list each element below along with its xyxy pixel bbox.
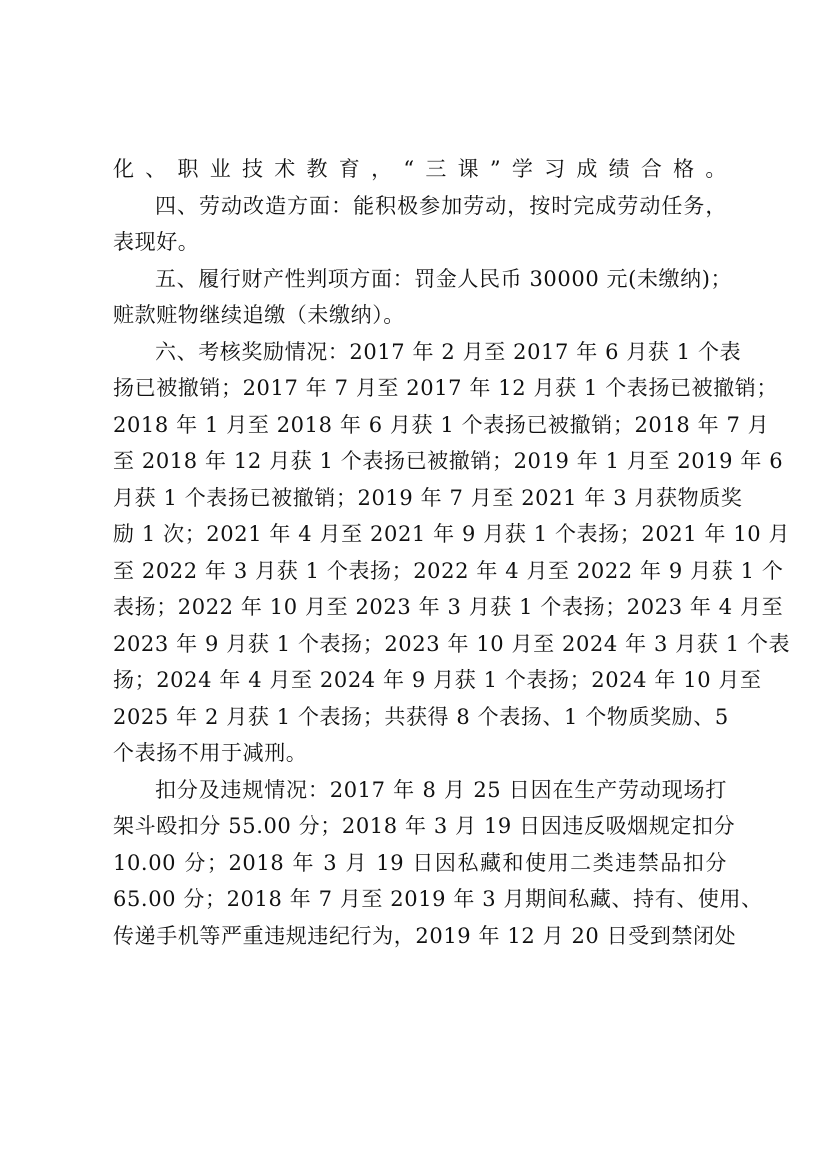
text-line: 65.00 分；2018 年 7 月至 2019 年 3 月期间私藏、持有、使用、 bbox=[113, 887, 763, 911]
paragraph-labor-reform: 四、劳动改造方面：能积极参加劳动，按时完成劳动任务， bbox=[155, 193, 727, 218]
text-line: 励 1 次；2021 年 4 月至 2021 年 9 月获 1 个表扬；2021 年 10 月 bbox=[113, 522, 791, 546]
text-line: 赃款赃物继续追缴（未缴纳）。 bbox=[113, 303, 405, 327]
paragraph-deductions-violations: 扣分及违规情况：2017 年 8 月 25 日因在生产劳动现场打 bbox=[155, 777, 727, 802]
text-line: 月获 1 个表扬已被撤销；2019 年 7 月至 2021 年 3 月获物质奖 bbox=[113, 485, 743, 510]
text-line: 2025 年 2 月获 1 个表扬；共获得 8 个表扬、1 个物质奖励、5 bbox=[113, 704, 729, 729]
paragraph-property-judgment: 五、履行财产性判项方面：罚金人民币 30000 元(未缴纳)； bbox=[155, 266, 733, 291]
text-line: 表扬；2022 年 10 月至 2023 年 3 月获 1 个表扬；2023 年 4 月至 bbox=[113, 595, 784, 619]
document-body bbox=[113, 151, 791, 954]
paragraph-rewards: 六、考核奖励情况：2017 年 2 月至 2017 年 6 月获 1 个表 bbox=[155, 339, 742, 364]
text-line: 10.00 分；2018 年 3 月 19 日因私藏和使用二类违禁品扣分 bbox=[113, 850, 727, 875]
text-line: 至 2022 年 3 月获 1 个表扬；2022 年 4 月至 2022 年 9 月获 1 个 bbox=[113, 558, 784, 583]
text-line: 扬已被撤销；2017 年 7 月至 2017 年 12 月获 1 个表扬已被撤销； bbox=[113, 376, 779, 400]
text-line: 2023 年 9 月获 1 个表扬；2023 年 10 月至 2024 年 3 月获 1 个表 bbox=[113, 631, 791, 656]
text-line: 个表扬不用于减刑。 bbox=[113, 741, 308, 765]
text-line: 至 2018 年 12 月获 1 个表扬已被撤销；2019 年 1 月至 2019 年 6 bbox=[113, 449, 784, 473]
text-line: 2018 年 1 月至 2018 年 6 月获 1 个表扬已被撤销；2018 年 7 月 bbox=[113, 412, 770, 437]
text-line: 表现好。 bbox=[113, 230, 200, 254]
text-line: 化、职业技术教育，“三课”学习成绩合格。 bbox=[113, 157, 727, 181]
text-line: 传递手机等严重违规违纪行为，2019 年 12 月 20 日受到禁闭处 bbox=[113, 923, 737, 948]
text-line: 扬；2024 年 4 月至 2024 年 9 月获 1 个表扬；2024 年 10 月至 bbox=[113, 668, 762, 692]
text-line: 架斗殴扣分 55.00 分；2018 年 3 月 19 日因违反吸烟规定扣分 bbox=[113, 814, 736, 838]
